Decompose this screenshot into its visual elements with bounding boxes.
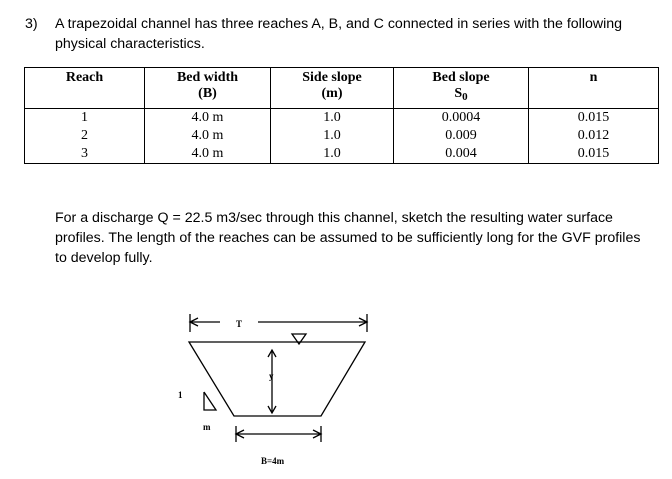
problem-paragraph: For a discharge Q = 22.5 m3/sec through this channel, sketch the resulting water surface profiles. The length of the reaches can be assumed to be sufficiently long for the GVF profiles to develop fully. — [55, 210, 641, 266]
cell-reach: 2 — [25, 127, 145, 145]
depth-label: y — [269, 371, 274, 381]
cell-bed-width: 4.0 m — [145, 145, 271, 164]
slope-vertical-label: 1 — [178, 390, 183, 400]
cell-side-slope: 1.0 — [271, 145, 394, 164]
header-reach-label: Reach — [65, 70, 104, 85]
cell-bed-slope: 0.0004 — [394, 109, 529, 128]
cell-bed-slope: 0.004 — [394, 145, 529, 164]
question-text: A trapezoidal channel has three reaches A, B, and C connected in series with the following physical characteristics. — [55, 16, 623, 52]
header-side-slope-label: Side slope — [302, 70, 362, 85]
question-number: 3) — [25, 16, 38, 32]
cell-bed-slope: 0.009 — [394, 127, 529, 145]
cell-side-slope: 1.0 — [271, 109, 394, 128]
header-bed-slope-label: Bed slope — [432, 70, 490, 85]
header-bed-slope-subscript: 0 — [462, 91, 468, 103]
cell-reach: 3 — [25, 145, 145, 164]
header-side-slope-symbol: (m) — [321, 86, 343, 101]
side-slope-triangle — [204, 392, 216, 410]
header-bed-slope-S: S — [454, 86, 463, 101]
trapezoid-section — [189, 342, 365, 416]
slope-horizontal-label: m — [203, 422, 211, 432]
cell-n: 0.015 — [529, 109, 659, 128]
header-n-label: n — [589, 70, 598, 85]
cell-bed-width: 4.0 m — [145, 127, 271, 145]
cell-n: 0.015 — [529, 145, 659, 164]
cell-side-slope: 1.0 — [271, 127, 394, 145]
header-bed-width-label: Bed width — [176, 70, 239, 85]
bottom-width-label: B=4m — [261, 456, 285, 466]
header-bed-width-symbol: (B) — [198, 86, 217, 101]
cell-reach: 1 — [25, 109, 145, 128]
cell-bed-width: 4.0 m — [145, 109, 271, 128]
top-width-label: T — [236, 319, 243, 329]
cell-n: 0.012 — [529, 127, 659, 145]
